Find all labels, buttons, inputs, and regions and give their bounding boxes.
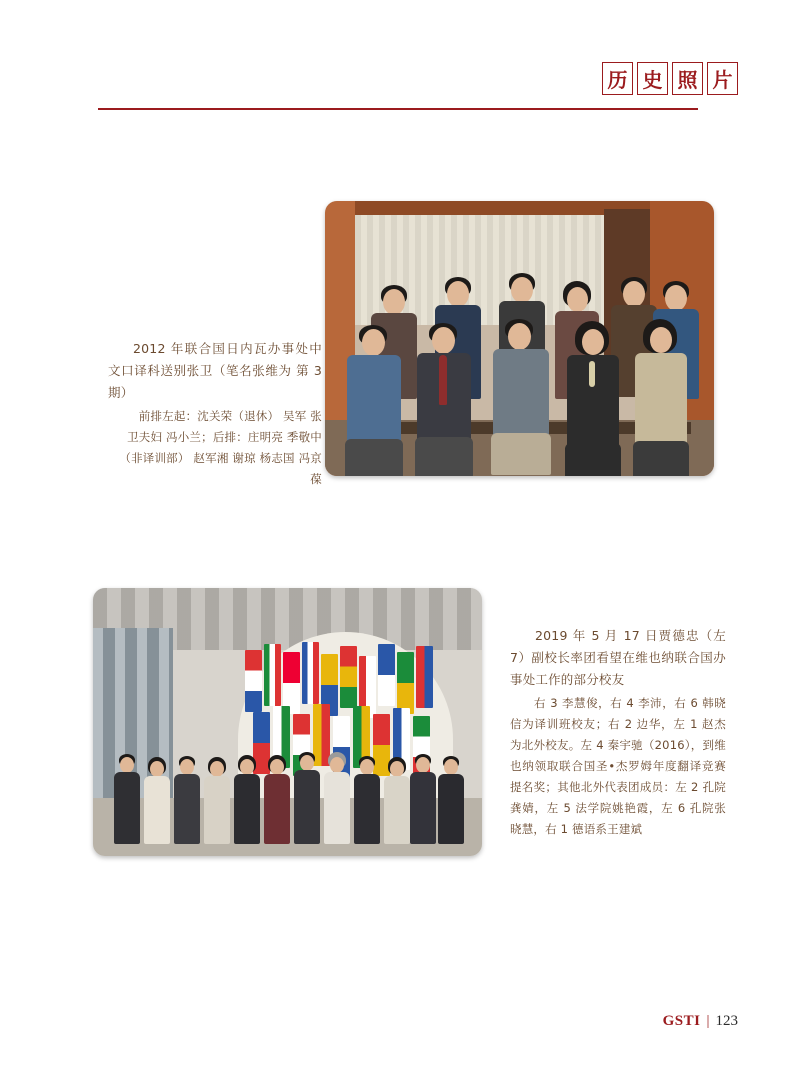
section-title-char-2: 史 — [637, 62, 668, 95]
figure-1-caption-title: 2012 年联合国日内瓦办事处中文口译科送别张卫（笔名张维为 第 3 期） — [108, 341, 322, 400]
section-title-char-3: 照 — [672, 62, 703, 95]
figure-2-caption-title: 2019 年 5 月 17 日贾德忠（左 7）副校长率团看望在维也纳联合国办事处工作的部分校友 — [510, 628, 726, 687]
section-title-char-4: 片 — [707, 62, 738, 95]
figure-2-caption-body: 右 3 李慧俊，右 4 李沛，右 6 韩晓信为译训班校友；右 2 边华，左 1 赵杰为北外校友。左 4 秦宇驰（2016），到维也纳领取联合国圣•杰罗姆年度翻译竞赛提名奖；其他北外代表团成员：左 2 孔院龚婧，左 5 法学院姚艳霞，左 6 孔院张晓慧，右 1 德语系王建斌 — [510, 696, 726, 836]
page-number: 123 — [715, 1013, 738, 1029]
section-title-char-1: 历 — [602, 62, 633, 95]
figure-2-caption — [510, 625, 726, 840]
page-header — [0, 0, 794, 120]
page-footer — [663, 1013, 738, 1030]
photo-figure-2 — [93, 588, 482, 856]
footer-brand: GSTI — [662, 1013, 701, 1029]
section-title — [602, 62, 738, 95]
figure-1-caption-body: 前排左起：沈关荣（退休） 吴军 张卫夫妇 冯小兰；后排：庄明亮 季敬中（非译训部） 赵军湘 谢琼 杨志国 冯京葆 — [119, 409, 322, 486]
figure-1-caption — [108, 338, 322, 490]
footer-separator: | — [706, 1013, 710, 1029]
header-divider — [98, 108, 698, 110]
photo-figure-1 — [325, 201, 714, 476]
